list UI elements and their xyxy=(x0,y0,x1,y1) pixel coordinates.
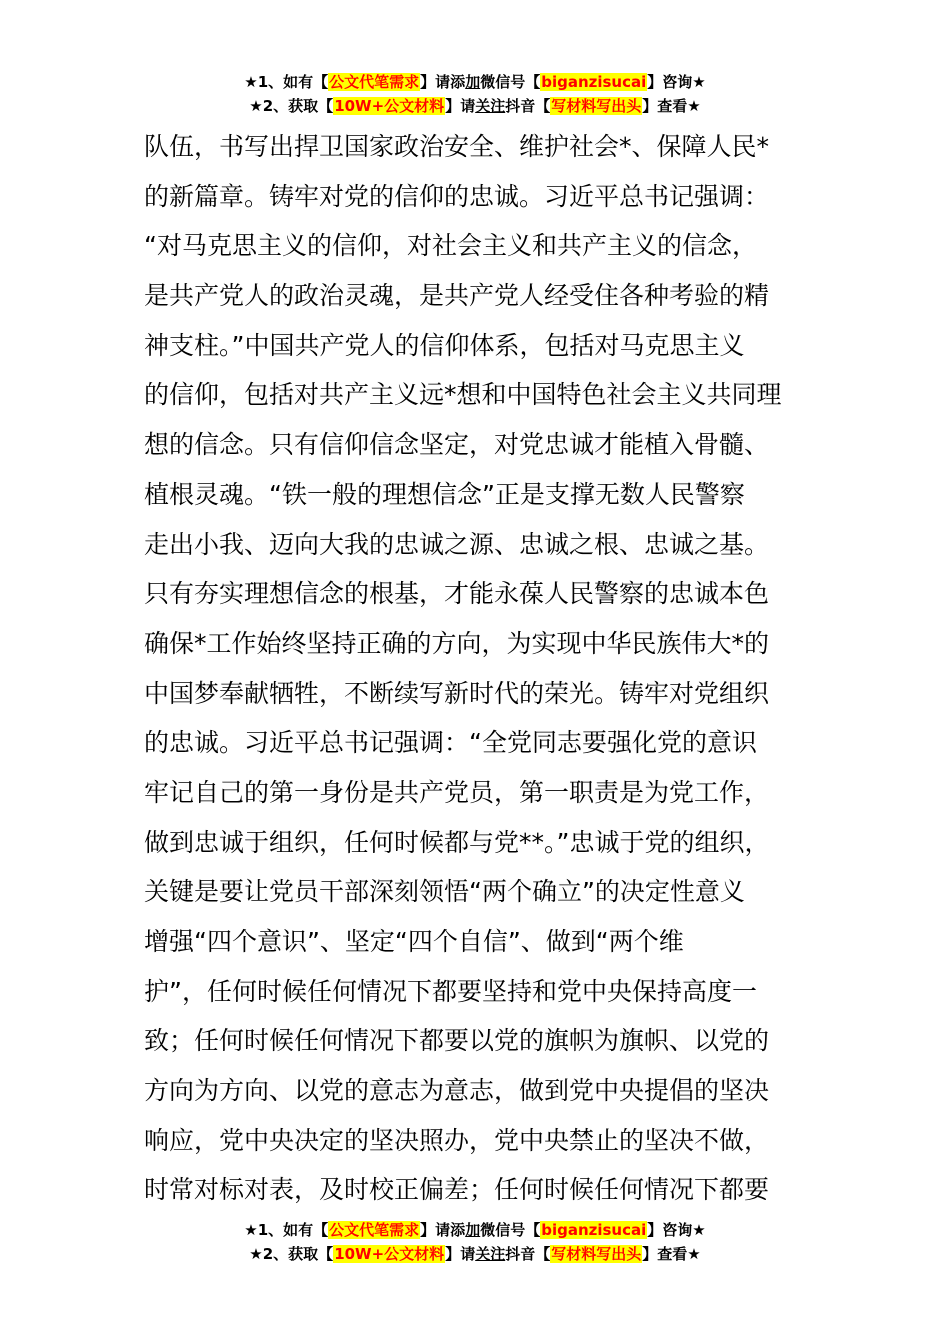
header-line-1-suffix: 】咨询★ xyxy=(647,73,706,91)
body-line: 队伍，书写出捍卫国家政治安全、维护社会*、保障人民* xyxy=(144,132,770,161)
footer-line-1-mid2: 微信号【 xyxy=(480,1221,541,1239)
footer-line-1 xyxy=(0,1218,950,1242)
body-line: 确保*工作始终坚持正确的方向，为实现中华民族伟大*的 xyxy=(144,628,770,658)
body-line: 响应，党中央决定的坚决照办，党中央禁止的坚决不做， xyxy=(144,1125,770,1155)
header-line-1-underlined: 加 xyxy=(465,73,481,91)
footer-line-1-prefix: ★1、如有【 xyxy=(244,1221,329,1239)
header-line-2-mid2: 抖音【 xyxy=(505,97,551,115)
header-line-1-mid2: 微信号【 xyxy=(480,73,541,91)
header-line-2-underlined: 关注 xyxy=(475,97,506,115)
footer-line-2-underlined: 关注 xyxy=(475,1245,506,1263)
body-line: 走出小我、迈向大我的忠诚之源、忠诚之根、忠诚之基。 xyxy=(144,529,770,559)
header-line-2-highlight-materials: 10W+公文材料 xyxy=(334,97,445,115)
footer-line-2-highlight-materials: 10W+公文材料 xyxy=(334,1245,445,1263)
body-line: 神支柱。”中国共产党人的信仰体系，包括对马克思主义 xyxy=(144,330,745,360)
header-banner xyxy=(0,70,950,118)
footer-banner xyxy=(0,1218,950,1266)
footer-line-1-highlight-wechat: biganzisucai xyxy=(541,1221,647,1239)
header-line-1-prefix: ★1、如有【 xyxy=(244,73,329,91)
footer-line-1-underlined: 加 xyxy=(465,1221,481,1239)
header-line-2-prefix: ★2、获取【 xyxy=(249,97,334,115)
footer-line-2-suffix: 】查看★ xyxy=(642,1245,701,1263)
body-line: 增强“四个意识”、坚定“四个自信”、做到“两个维 xyxy=(144,927,684,956)
body-line: 中国梦奉献牺牲，不断续写新时代的荣光。铸牢对党组织 xyxy=(144,678,770,708)
body-line: 护”，任何时候任何情况下都要坚持和党中央保持高度一 xyxy=(144,976,757,1006)
header-line-2 xyxy=(0,94,950,118)
header-line-1-highlight-wechat: biganzisucai xyxy=(541,73,647,91)
footer-line-1-highlight-service: 公文代笔需求 xyxy=(329,1221,420,1239)
body-line: 关键是要让党员干部深刻领悟“两个确立”的决定性意义 xyxy=(144,877,745,907)
header-line-2-highlight-douyin: 写材料写出头 xyxy=(551,97,642,115)
document-body xyxy=(144,122,844,1215)
body-line: 的忠诚。习近平总书记强调：“全党同志要强化党的意识 xyxy=(144,728,757,758)
footer-line-1-mid1: 】请添 xyxy=(420,1221,466,1239)
footer-line-2 xyxy=(0,1242,950,1266)
footer-line-2-highlight-douyin: 写材料写出头 xyxy=(551,1245,642,1263)
body-line: 的信仰，包括对共产主义远*想和中国特色社会主义共同理 xyxy=(144,380,782,410)
body-line: 时常对标对表，及时校正偏差；任何时候任何情况下都要 xyxy=(144,1175,770,1205)
footer-line-2-mid2: 抖音【 xyxy=(505,1245,551,1263)
body-line: 致；任何时候任何情况下都要以党的旗帜为旗帜、以党的 xyxy=(144,1026,770,1056)
footer-line-1-suffix: 】咨询★ xyxy=(647,1221,706,1239)
body-line: 做到忠诚于组织，任何时候都与党**。”忠诚于党的组织， xyxy=(144,827,770,857)
body-line: 植根灵魂。“铁一般的理想信念”正是支撑无数人民警察 xyxy=(144,479,745,509)
header-line-2-suffix: 】查看★ xyxy=(642,97,701,115)
body-line: 是共产党人的政治灵魂，是共产党人经受住各种考验的精 xyxy=(144,281,770,311)
body-line: 想的信念。只有信仰信念坚定，对党忠诚才能植入骨髓、 xyxy=(144,430,770,460)
body-line: 牢记自己的第一身份是共产党员，第一职责是为党工作， xyxy=(144,777,770,807)
body-line: “对马克思主义的信仰，对社会主义和共产主义的信念， xyxy=(144,231,757,261)
body-line: 方向为方向、以党的意志为意志，做到党中央提倡的坚决 xyxy=(144,1076,770,1106)
header-line-1 xyxy=(0,70,950,94)
footer-line-2-prefix: ★2、获取【 xyxy=(249,1245,334,1263)
body-line: 的新篇章。铸牢对党的信仰的忠诚。习近平总书记强调： xyxy=(144,181,770,211)
header-line-2-mid1: 】请 xyxy=(445,97,476,115)
footer-line-2-mid1: 】请 xyxy=(445,1245,476,1263)
header-line-1-highlight-service: 公文代笔需求 xyxy=(329,73,420,91)
body-line: 只有夯实理想信念的根基，才能永葆人民警察的忠诚本色 xyxy=(144,579,770,609)
header-line-1-mid1: 】请添 xyxy=(420,73,466,91)
